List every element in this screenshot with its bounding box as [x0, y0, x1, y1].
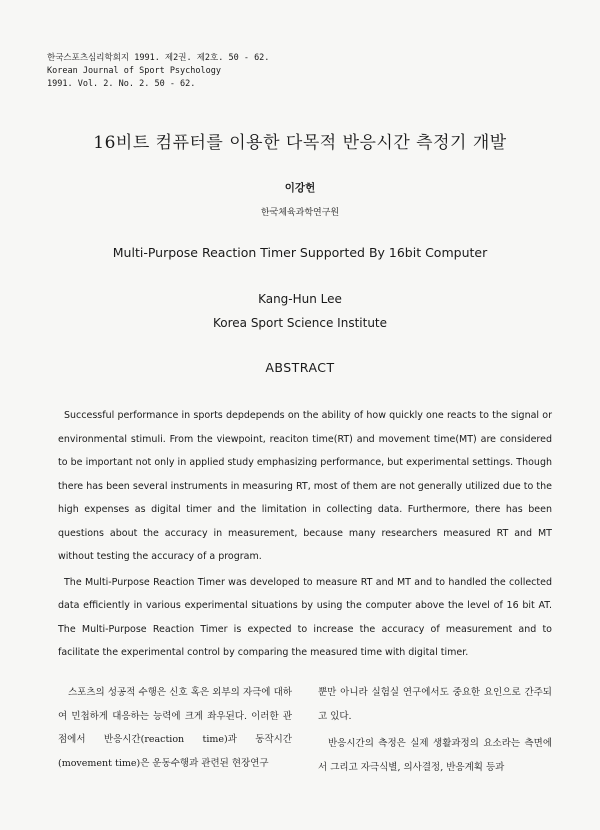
header-line-volume: 1991. Vol. 2. No. 2. 50 - 62.: [47, 79, 196, 89]
abstract-paragraph: The Multi-Purpose Reaction Timer was developed to measure RT and MT and to handled the collected data efficiently in various experimental situations by using the computer above the level of 16 bit AT. The Multi-Purpose Reaction Timer is expected to increase the accuracy of measurement and to facilitate the experimental control by comparing the measured time with digital timer.: [58, 576, 552, 658]
abstract-body: [58, 404, 552, 665]
body-paragraph: 스포츠의 성공적 수행은 신호 혹은 외부의 자극에 대하여 민첩하게 대응하는 능력에 크게 좌우된다. 이러한 관점에서 반응시간(reaction time)과 동작시간(movement time)은 운동수행과 관련된 현장연구: [58, 687, 292, 769]
title-english: Multi-Purpose Reaction Timer Supported By 16bit Computer: [112, 245, 488, 260]
header-line-journal: Korean Journal of Sport Psychology: [47, 66, 221, 76]
header-line-kr: 한국스포츠심리학회지 1991. 제2권. 제2호. 50 - 62.: [47, 53, 270, 63]
title-korean: 16비트 컴퓨터를 이용한 다목적 반응시간 측정기 개발: [93, 133, 507, 153]
journal-header: [47, 52, 269, 91]
body-column-right: [318, 681, 552, 779]
body-paragraph: 뿐만 아니라 실험실 연구에서도 중요한 요인으로 간주되고 있다.: [318, 687, 552, 722]
affiliation-korean: 한국체육과학연구원: [260, 208, 340, 218]
body-column-left: [58, 681, 292, 775]
abstract-heading: ABSTRACT: [265, 360, 335, 375]
author-korean: 이강헌: [284, 182, 316, 194]
abstract-paragraph: Successful performance in sports depdepends on the ability of how quickly one reacts to the signal or environmental stimuli. From the viewpoint, reaciton time(RT) and movement time(MT) are considered to be important not only in applied study emphasizing performance, but experimental settings. Though there has been several instruments in measuring RT, most of them are not generally utilized due to the high expenses as digital timer and the limitation in collecting data. Furthermore, there has been questions about the accuracy in measurement, because many researchers measured RT and MT without testing the accuracy of a program.: [58, 410, 552, 562]
author-english: Kang-Hun Lee: [258, 292, 342, 306]
affiliation-english: Korea Sport Science Institute: [212, 316, 388, 330]
body-paragraph: 반응시간의 측정은 실제 생활과정의 요소라는 측면에서 그리고 자극식별, 의사결정, 반응계획 등과: [318, 738, 552, 773]
